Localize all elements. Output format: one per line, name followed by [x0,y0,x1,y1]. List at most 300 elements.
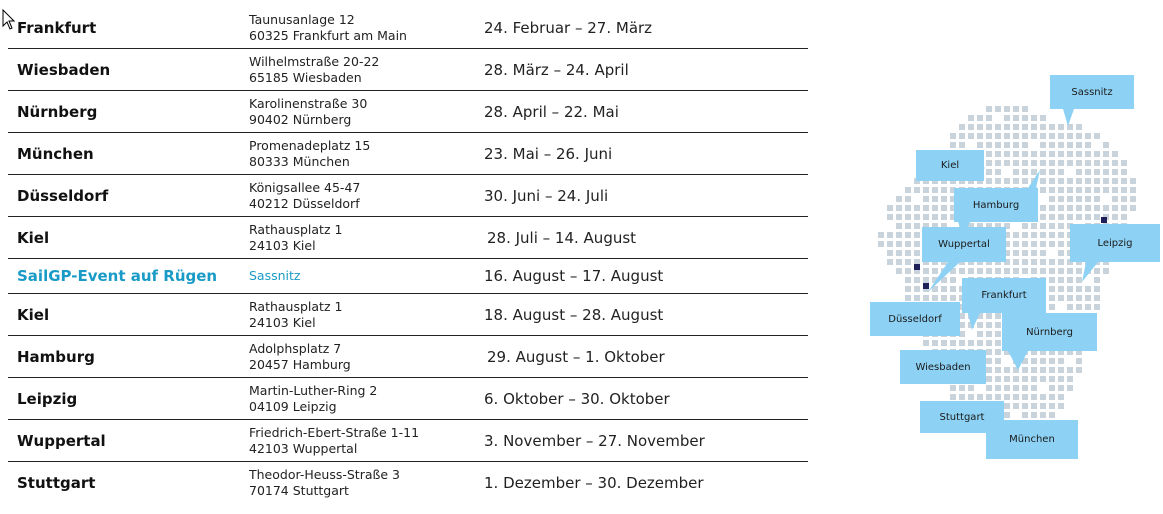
map-dot [1049,169,1055,175]
map-dot [1094,295,1100,301]
address-city: 70174 Stuttgart [249,482,349,498]
map-dot [968,340,974,346]
map-dot [1022,394,1028,400]
map-dot [995,385,1001,391]
map-dot [905,187,911,193]
map-dot [1031,232,1037,238]
map-dot [905,286,911,292]
map-dot [905,295,911,301]
map-dot [995,142,1001,148]
map-dot [1058,169,1064,175]
map-dot [887,250,893,256]
map-dot [1076,214,1082,220]
map-dot [887,232,893,238]
map-dot [1058,385,1064,391]
map-dot [995,331,1001,337]
map-dot [986,106,992,112]
map-dot [1013,376,1019,382]
map-dot [1049,358,1055,364]
map-dot [1094,151,1100,157]
map-dot [968,385,974,391]
map-marker [923,283,929,289]
map-dot [1049,367,1055,373]
map-dot [1049,151,1055,157]
map-dot [1076,178,1082,184]
map-dot [1031,223,1037,229]
map-dot [1067,304,1073,310]
address-city: 24103 Kiel [249,237,316,253]
city-name: Kiel [17,305,50,324]
map-dot [1040,151,1046,157]
map-dot [1076,151,1082,157]
map-label-frankfurt: Frankfurt [962,278,1046,313]
map-dot [995,106,1001,112]
map-dot [1049,259,1055,265]
table-row [8,133,808,175]
map-dot [1049,142,1055,148]
map-dot [977,124,983,130]
map-dot [923,205,929,211]
map-dot [896,214,902,220]
map-dot [1049,187,1055,193]
map-dot [905,259,911,265]
address-city: 90402 Nürnberg [249,111,352,127]
map-dot [1031,259,1037,265]
map-dot [1040,241,1046,247]
map-dot [959,142,965,148]
map-label-duesseldorf: Düsseldorf [870,302,960,336]
map-dot [1094,205,1100,211]
map-dot [986,268,992,274]
map-dot [968,133,974,139]
map-dot [1040,403,1046,409]
map-dot [896,232,902,238]
map-dot [1031,412,1037,418]
city-name: Düsseldorf [17,186,109,205]
map-dot [986,124,992,130]
address-street: Rathausplatz 1 [249,221,343,237]
map-dot [1058,205,1064,211]
map-dot [905,268,911,274]
map-dot [950,277,956,283]
map-dot [986,169,992,175]
map-dot [977,340,983,346]
address [249,268,300,284]
map-dot [1013,394,1019,400]
map-dot [1130,178,1136,184]
map-dot [1112,214,1118,220]
map-dot [1067,133,1073,139]
map-dot [1121,169,1127,175]
map-dot [896,241,902,247]
map-dot [1076,142,1082,148]
map-dot [959,268,965,274]
map-dot [986,160,992,166]
address-city: 24103 Kiel [249,314,316,330]
map-dot [1049,286,1055,292]
map-dot [1076,205,1082,211]
map-dot [986,376,992,382]
map-dot [1085,205,1091,211]
map-dot [1040,142,1046,148]
map-dot [1067,178,1073,184]
map-dot [1094,178,1100,184]
map-dot [959,385,965,391]
map-dot [1076,367,1082,373]
address [249,54,379,86]
map-dot [1049,178,1055,184]
map-dot [1103,160,1109,166]
map-dot [1022,259,1028,265]
map-dot [968,115,974,121]
map-dot [995,376,1001,382]
map-dot [950,142,956,148]
map-dot [1031,124,1037,130]
map-dot [1013,259,1019,265]
map-label-wuppertal: Wuppertal [922,227,1006,262]
map-dot [1076,124,1082,130]
map-dot [1004,376,1010,382]
map-label-leipzig: Leipzig [1070,224,1160,262]
map-dot [1076,277,1082,283]
map-dot [1058,214,1064,220]
map-dot [1031,133,1037,139]
map-dot [1040,259,1046,265]
map-dot [923,277,929,283]
map-dot [1004,412,1010,418]
map-dot [1058,196,1064,202]
map-dot [878,241,884,247]
map-label-hamburg: Hamburg [954,188,1038,222]
map-dot [1094,196,1100,202]
map-dot [1067,277,1073,283]
date-range: 1. Dezember – 30. Dezember [484,473,704,492]
map-dot [932,295,938,301]
address [249,180,360,212]
map-dot [941,340,947,346]
map-dot [905,241,911,247]
map-dot [995,178,1001,184]
map-dot [932,205,938,211]
map-dot [905,196,911,202]
map-dot [923,187,929,193]
map-dot [1058,250,1064,256]
map-dot [1094,268,1100,274]
map-dot [1013,151,1019,157]
map-dot [1049,124,1055,130]
map-dot [1067,151,1073,157]
map-dot [1040,358,1046,364]
map-dot [923,295,929,301]
map-dot [1040,232,1046,238]
map-dot [914,232,920,238]
map-dot [1040,115,1046,121]
map-dot [1112,205,1118,211]
map-dot [896,250,902,256]
map-dot [1121,187,1127,193]
map-dot [1004,385,1010,391]
map-dot [932,196,938,202]
map-dot [959,340,965,346]
address-city: 65185 Wiesbaden [249,69,362,85]
city-name: Frankfurt [17,18,97,37]
map-dot [1004,394,1010,400]
map-dot [995,313,1001,319]
map-dot [1004,142,1010,148]
tour-schedule-table [8,7,808,503]
map-dot [1076,295,1082,301]
map-dot [1121,196,1127,202]
city-name: Wiesbaden [17,60,111,79]
map-dot [1058,394,1064,400]
map-dot [1067,376,1073,382]
map-dot [1112,187,1118,193]
map-dot [986,142,992,148]
map-dot [1067,187,1073,193]
map-dot [1004,367,1010,373]
map-dot [1031,160,1037,166]
map-dot [923,196,929,202]
map-dot [959,394,965,400]
map-dot [1076,169,1082,175]
address-street: Martin-Luther-Ring 2 [249,382,378,398]
map-dot [1085,178,1091,184]
map-dot [914,223,920,229]
address [249,467,400,499]
map-dot [986,115,992,121]
map-dot [1040,412,1046,418]
address-street: Sassnitz [249,268,301,283]
map-dot [1103,142,1109,148]
map-dot [1013,115,1019,121]
city-name: Wuppertal [17,431,106,450]
map-dot [1013,268,1019,274]
map-dot [1013,385,1019,391]
table-row [8,91,808,133]
map-dot [1067,142,1073,148]
address-street: Rathausplatz 1 [249,298,343,314]
address [249,96,367,128]
map-dot [950,133,956,139]
address-city: 20457 Hamburg [249,356,351,372]
map-dot [1058,241,1064,247]
map-dot [950,340,956,346]
map-dot [932,340,938,346]
map-dot [1058,286,1064,292]
map-dot [1067,385,1073,391]
map-dot [1022,376,1028,382]
map-dot [1004,115,1010,121]
address [249,299,342,331]
map-dot [986,349,992,355]
map-dot [941,286,947,292]
address [249,383,377,415]
map-dot [1049,241,1055,247]
map-dot [1076,196,1082,202]
address-street: Adolphsplatz 7 [249,340,342,356]
map-dot [1058,151,1064,157]
map-dot [1040,187,1046,193]
dot-grid [868,70,1163,470]
date-range: 3. November – 27. November [484,431,705,450]
map-dot [1022,133,1028,139]
map-dot [995,349,1001,355]
map-dot [986,151,992,157]
map-dot [914,214,920,220]
map-dot [1049,232,1055,238]
map-dot [977,331,983,337]
map-dot [1049,304,1055,310]
map-dot [941,187,947,193]
bubble-tail [1063,109,1074,126]
city-name: Hamburg [17,347,95,366]
map-dot [1085,196,1091,202]
map-dot [923,268,929,274]
map-dot [1013,142,1019,148]
map-dot [1103,151,1109,157]
map-dot [1058,358,1064,364]
map-dot [878,232,884,238]
map-dot [950,286,956,292]
map-dot [1022,178,1028,184]
map-dot [1094,160,1100,166]
table-row [8,294,808,336]
map-dot [1094,214,1100,220]
map-dot [986,385,992,391]
map-dot [1058,160,1064,166]
map-dot [1040,169,1046,175]
map-dot [941,295,947,301]
map-dot [977,322,983,328]
map-dot [914,205,920,211]
map-dot [1049,205,1055,211]
map-dot [887,241,893,247]
map-dot [905,277,911,283]
map-dot [1130,196,1136,202]
map-dot [1004,124,1010,130]
map-dot [887,214,893,220]
map-dot [1103,268,1109,274]
map-dot [1022,223,1028,229]
map-dot [1049,376,1055,382]
map-dot [1076,304,1082,310]
map-dot [1112,196,1118,202]
map-dot [977,115,983,121]
map-dot [1031,385,1037,391]
map-dot [986,313,992,319]
map-dot [1022,124,1028,130]
map-dot [1031,115,1037,121]
map-dot [887,259,893,265]
address [249,138,370,170]
map-dot [995,394,1001,400]
map-dot [905,205,911,211]
table-row [8,420,808,462]
map-dot [1004,160,1010,166]
map-dot [1031,268,1037,274]
map-dot [1049,196,1055,202]
map-dot [1049,295,1055,301]
map-dot [887,205,893,211]
map-marker [1101,217,1107,223]
map-dot [995,367,1001,373]
map-dot [995,160,1001,166]
map-label-muenchen: München [986,420,1078,459]
map-dot [1067,295,1073,301]
address-street: Taunusanlage 12 [249,11,355,27]
map-dot [986,367,992,373]
city-name: Leipzig [17,389,78,408]
map-dot [986,133,992,139]
city-name: Nürnberg [17,102,98,121]
map-dot [1013,403,1019,409]
map-dot [1004,106,1010,112]
map-dot [1049,160,1055,166]
map-dot [896,205,902,211]
map-dot [932,214,938,220]
map-dot [995,268,1001,274]
map-label-kiel: Kiel [916,150,984,181]
map-dot [1094,169,1100,175]
map-dot [950,385,956,391]
date-range: 16. August – 17. August [484,267,664,285]
map-dot [1085,214,1091,220]
table-row [8,259,808,294]
map-dot [932,187,938,193]
map-dot [1022,106,1028,112]
map-dot [905,223,911,229]
address [249,222,342,254]
date-range: 6. Oktober – 30. Oktober [484,389,670,408]
map-dot [1085,187,1091,193]
map-dot [1049,214,1055,220]
map-dot [1022,232,1028,238]
address-street: Königsallee 45-47 [249,179,361,195]
map-dot [977,133,983,139]
map-dot [1040,178,1046,184]
map-dot [1085,142,1091,148]
map-dot [950,394,956,400]
map-dot [1013,160,1019,166]
map-dot [1040,250,1046,256]
table-row [8,49,808,91]
map-dot [995,340,1001,346]
map-dot [986,358,992,364]
map-dot [914,250,920,256]
map-dot [1085,160,1091,166]
map-dot [1121,178,1127,184]
map-dot [923,340,929,346]
map-dot [1049,268,1055,274]
map-dot [923,214,929,220]
table-row [8,7,808,49]
map-dot [977,394,983,400]
map-dot [1058,223,1064,229]
map-dot [1076,286,1082,292]
table-row [8,462,808,503]
map-dot [968,268,974,274]
map-dot [995,124,1001,130]
table-row [8,336,808,378]
map-dot [905,250,911,256]
city-name: Stuttgart [17,473,96,492]
map-dot [959,133,965,139]
map-dot [896,259,902,265]
map-dot [914,295,920,301]
map-dot [1022,169,1028,175]
map-dot [1022,250,1028,256]
map-dot [1004,178,1010,184]
